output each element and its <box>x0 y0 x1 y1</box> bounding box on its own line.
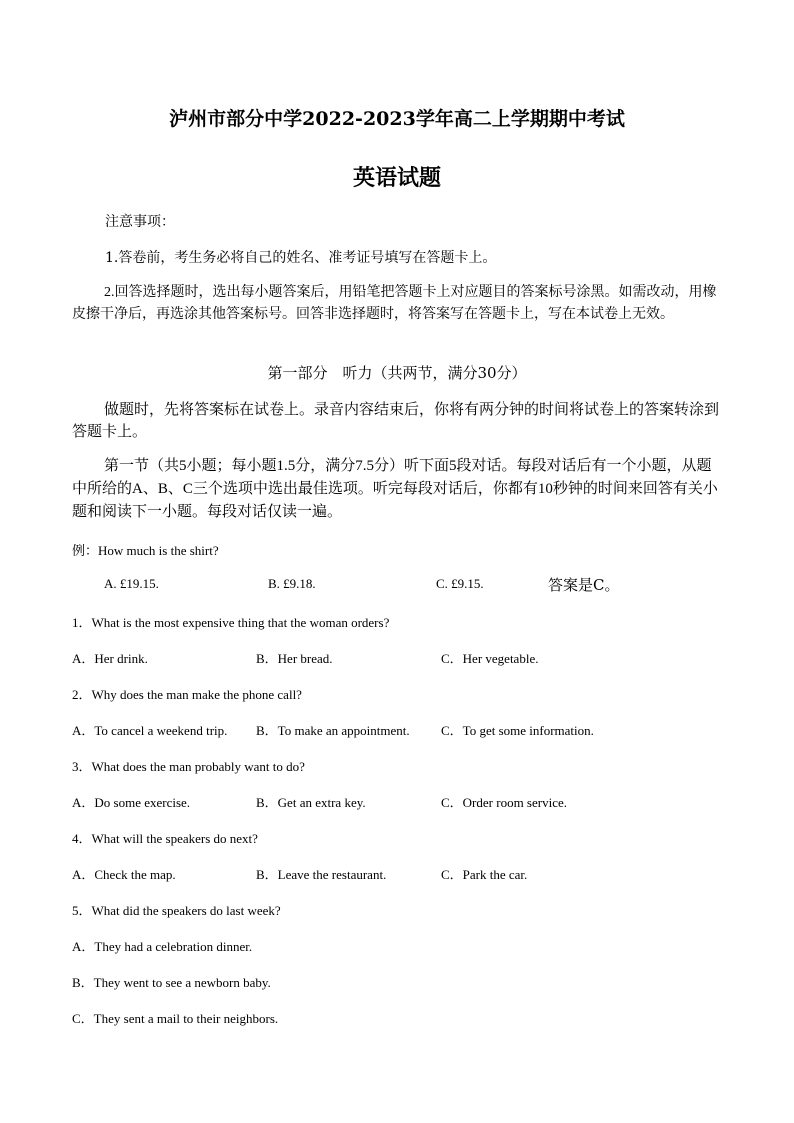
question-3: 3．What does the man probably want to do? <box>72 759 305 774</box>
notice-heading: 注意事项： <box>105 214 175 230</box>
question-3-option-c: C．Order room service. <box>441 795 567 810</box>
question-1-option-c: C．Her vegetable. <box>441 651 539 666</box>
example-option-a: A. £19.15. <box>104 576 159 591</box>
notice-item-2 <box>72 282 726 326</box>
question-4: 4．What will the speakers do next? <box>72 831 258 846</box>
question-2-option-c: C．To get some information. <box>441 723 594 738</box>
notice-item-2-text: 2.回答选择题时，选出每小题答案后，用铅笔把答题卡上对应题目的答案标号涂黑。如需改动，用橡皮擦干净后，再选涂其他答案标号。回答非选择题时，将答案写在答题卡上，写在本试卷上无效。 <box>72 285 717 322</box>
question-4-option-c: C．Park the car. <box>441 867 528 882</box>
question-2-option-b: B．To make an appointment. <box>256 723 410 738</box>
section1-intro-text: 第一节（共5小题；每小题1.5分，满分7.5分）听下面5段对话。每段对话后有一个小题，从题中所给的A、B、C三个选项中选出最佳选项。听完每段对话后，你都有10秒钟的时间来回答有关小题和阅读下一小题。每段对话仅读一遍。 <box>72 458 718 520</box>
question-4-option-b: B．Leave the restaurant. <box>256 867 387 882</box>
subject-title: 英语试题 <box>352 165 441 191</box>
notice-item-1: 1.答卷前，考生务必将自己的姓名、准考证号填写在答题卡上。 <box>105 250 497 266</box>
question-2: 2．Why does the man make the phone call? <box>72 687 302 702</box>
question-3-option-a: A．Do some exercise. <box>72 795 191 810</box>
example-answer: 答案是C。 <box>548 576 620 594</box>
question-1-option-b: B．Her bread. <box>256 651 333 666</box>
example-option-b: B. £9.18. <box>268 576 316 591</box>
question-5-option-b: B．They went to see a newborn baby. <box>72 975 271 990</box>
example-question: 例：How much is the shirt? <box>72 543 219 558</box>
question-4-option-a: A．Check the map. <box>72 867 176 882</box>
part1-instruction <box>72 399 726 443</box>
part1-instruction-text: 做题时，先将答案标在试卷上。录音内容结束后，你将有两分钟的时间将试卷上的答案转涂到答题卡上。 <box>72 402 720 440</box>
exam-title: 泸州市部分中学2022-2023学年高二上学期期中考试 <box>169 108 625 130</box>
question-3-option-b: B．Get an extra key. <box>256 795 366 810</box>
part1-heading: 第一部分 听力（共两节，满分30分） <box>267 364 527 382</box>
section1-intro <box>72 455 726 524</box>
question-5-option-c: C．They sent a mail to their neighbors. <box>72 1011 279 1026</box>
question-2-option-a: A．To cancel a weekend trip. <box>72 723 228 738</box>
question-5-option-a: A．They had a celebration dinner. <box>72 939 253 954</box>
example-option-c: C. £9.15. <box>436 576 484 591</box>
question-1: 1．What is the most expensive thing that the woman orders? <box>72 615 390 630</box>
question-5: 5．What did the speakers do last week? <box>72 903 281 918</box>
question-1-option-a: A．Her drink. <box>72 651 148 666</box>
